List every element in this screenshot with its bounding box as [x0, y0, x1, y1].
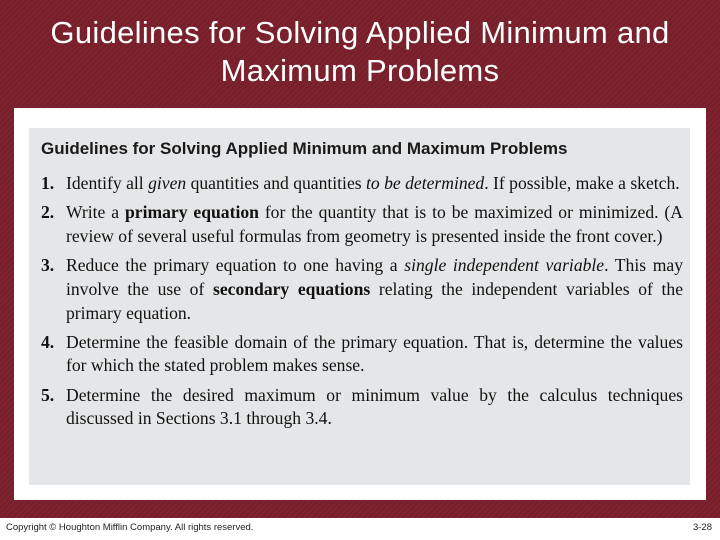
- step-emphasis: to be determined: [366, 173, 485, 193]
- step-text: relating the independent variables of the primary equation.: [66, 278, 684, 323]
- guidelines-box: [29, 128, 690, 485]
- step-text: for the quantity that is to be maximized or minimized. (A review of several useful formulas from geometry is presented inside the front cover.): [66, 202, 683, 246]
- step-text: . This may involve the use of: [66, 255, 683, 299]
- step-key-term: primary equation: [124, 202, 259, 223]
- step-text: . If possible, make a sketch.: [484, 173, 680, 193]
- step-number: 5.: [41, 384, 55, 405]
- step-text: quantities and quantities: [186, 173, 366, 193]
- step-key-term: secondary equations: [212, 278, 371, 299]
- slide-title: Guidelines for Solving Applied Minimum and Maximum Problems: [50, 15, 670, 88]
- step-emphasis: given: [148, 173, 187, 193]
- step-number: 4.: [41, 331, 55, 352]
- copyright-notice: Copyright © Houghton Mifflin Company. All rights reserved.: [6, 522, 254, 533]
- guidelines-list: [41, 172, 683, 437]
- step-number: 1.: [41, 173, 55, 193]
- step-text: Identify all: [66, 173, 149, 193]
- guideline-step-3: [41, 254, 683, 325]
- page-number: 3-28: [692, 522, 712, 533]
- guideline-step-1: [41, 172, 683, 196]
- step-text: Write a: [66, 202, 125, 223]
- step-number: 2.: [41, 202, 55, 223]
- step-number: 3.: [41, 255, 55, 276]
- step-text: Determine the feasible domain of the primary equation. That is, determine the values for which the stated problem makes sense.: [66, 331, 683, 376]
- step-text: Reduce the primary equation to one having a: [66, 255, 405, 276]
- guidelines-heading: Guidelines for Solving Applied Minimum and Maximum Problems: [41, 139, 568, 158]
- step-emphasis: single independent variable: [404, 255, 605, 276]
- step-text: Determine the desired maximum or minimum value by the calculus techniques discussed in Sections 3.1 through 3.4.: [66, 384, 683, 429]
- guideline-step-2: [41, 201, 683, 248]
- guideline-step-5: [41, 384, 683, 431]
- guideline-step-4: [41, 331, 683, 378]
